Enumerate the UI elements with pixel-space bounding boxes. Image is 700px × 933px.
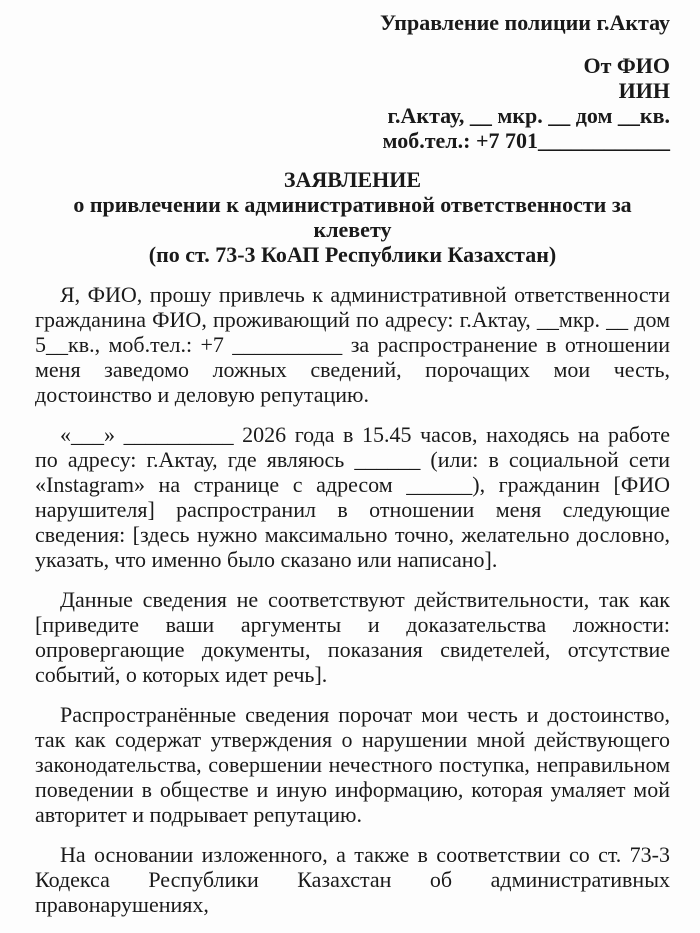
- paragraph-incident: «___» __________ 2026 года в 15.45 часов, находясь на работе по адресу: г.Актау, где являюсь ______ (или: в социальной сети «Instagram» на странице с адресом ______), гражданин [ФИО нарушителя] распространил в отношении меня следующие сведения: [здесь нужно максимально точно, желательно дословно, указать, что именно было сказано или написано].: [35, 422, 670, 572]
- document-header: [35, 10, 670, 153]
- paragraph-request: Я, ФИО, прошу привлечь к административной ответственности гражданина ФИО, проживающий по адресу: г.Актау, __мкр. __ дом 5__кв., моб.тел.: +7 __________ за распространение в отношении меня заведомо ложных сведений, порочащих мои честь, достоинство и деловую репутацию.: [35, 282, 670, 407]
- title-block: [35, 167, 670, 267]
- sender-address-line: г.Актау, __ мкр. __ дом __кв.: [387, 103, 670, 128]
- legal-basis-line: (по ст. 73-3 КоАП Республики Казахстан): [148, 242, 557, 267]
- sender-phone-line: моб.тел.: +7 701____________: [382, 128, 670, 153]
- document-title: ЗАЯВЛЕНИЕ: [283, 167, 422, 192]
- document-subtitle: о привлечении к административной ответственности за клевету: [73, 192, 632, 242]
- sender-iin-line: ИИН: [618, 78, 670, 103]
- document-body: [35, 282, 670, 917]
- paragraph-legal-grounds: На основании изложенного, а также в соответствии со ст. 73-3 Кодекса Республики Казахстан об административных правонарушениях,: [35, 842, 670, 917]
- sender-name-line: От ФИО: [583, 53, 670, 78]
- paragraph-refutation: Данные сведения не соответствуют действительности, так как [приведите ваши аргументы и доказательства ложности: опровергающие документы, показания свидетелей, отсутствие событий, о которых идет речь].: [35, 587, 670, 687]
- paragraph-harm: Распространённые сведения порочат мои честь и достоинство, так как содержат утверждения о нарушении мной действующего законодательства, совершении нечестного поступка, неправильном поведении в обществе и иную информацию, которая умаляет мой авторитет и подрывает репутацию.: [35, 702, 670, 827]
- recipient-line: Управление полиции г.Актау: [379, 10, 670, 35]
